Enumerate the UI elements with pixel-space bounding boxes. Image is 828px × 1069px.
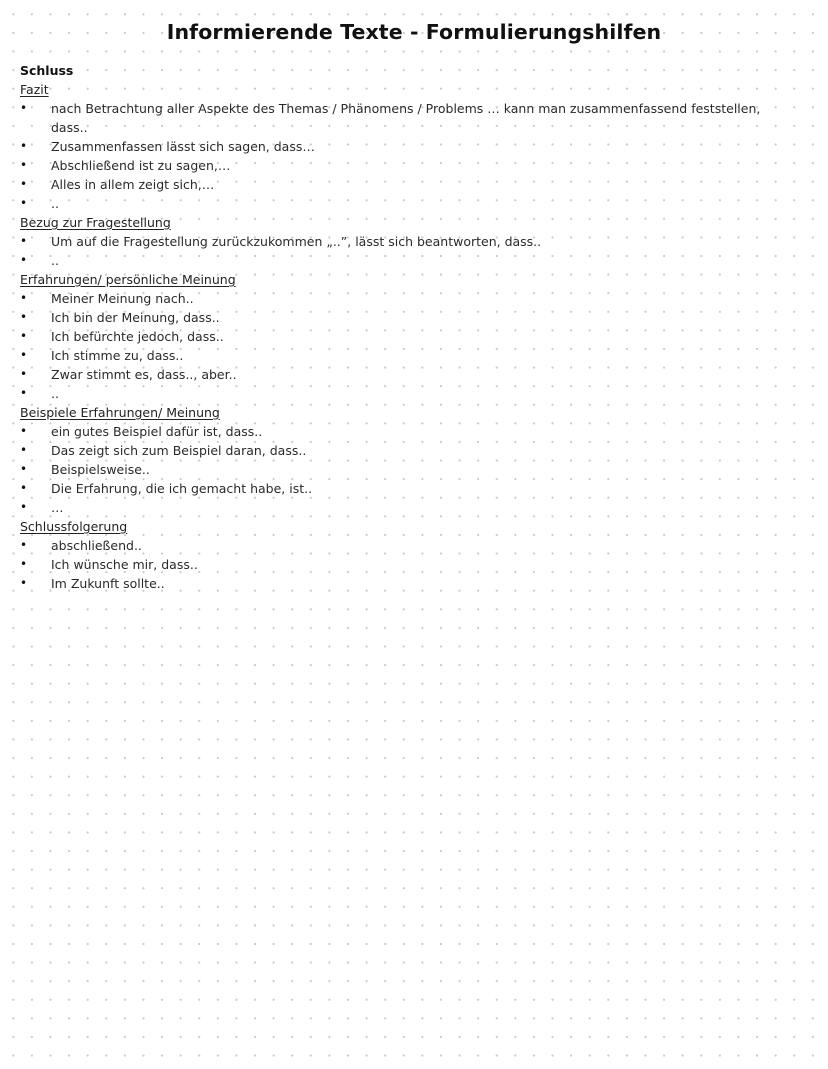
- list-item-text: Die Erfahrung, die ich gemacht habe, ist..: [51, 481, 313, 496]
- list-item-text: ..: [51, 196, 59, 211]
- list-item: [20, 99, 810, 137]
- document-title: Informierende Texte - Formulierungshilfen: [166, 20, 662, 44]
- group-erfahrungen-meinung: [20, 270, 810, 403]
- subheading-bezug-zur-fragestellung: Bezug zur Fragestellung: [20, 215, 171, 230]
- bullet-icon: •: [20, 310, 28, 324]
- list-item: [20, 346, 810, 365]
- bullet-icon: •: [20, 500, 28, 514]
- bullet-icon: •: [20, 538, 28, 552]
- list-item-text: Abschließend ist zu sagen,…: [51, 158, 231, 173]
- list-item-text: Ich befürchte jedoch, dass..: [51, 329, 224, 344]
- list-item: [20, 308, 810, 327]
- bullet-icon: •: [20, 291, 28, 305]
- list-item: [20, 384, 810, 403]
- bullet-list-fazit: [20, 99, 810, 213]
- bullet-icon: •: [20, 443, 28, 457]
- list-item: [20, 289, 810, 308]
- bullet-icon: •: [20, 481, 28, 495]
- list-item-text: Das zeigt sich zum Beispiel daran, dass..: [51, 443, 307, 458]
- list-item-text: ..: [51, 253, 59, 268]
- list-item: [20, 498, 810, 517]
- bullet-icon: •: [20, 101, 28, 115]
- list-item-text: Ich bin der Meinung, dass..: [51, 310, 220, 325]
- subheading-erfahrungen-meinung: Erfahrungen/ persönliche Meinung: [20, 272, 236, 287]
- bullet-icon: •: [20, 348, 28, 362]
- bullet-icon: •: [20, 557, 28, 571]
- list-item-text: Ich wünsche mir, dass..: [51, 557, 198, 572]
- list-item-text: ..: [51, 386, 59, 401]
- list-item-text: Im Zukunft sollte..: [51, 576, 165, 591]
- list-item: [20, 327, 810, 346]
- group-schlussfolgerung: [20, 517, 810, 593]
- bullet-icon: •: [20, 196, 28, 210]
- bullet-icon: •: [20, 158, 28, 172]
- bullet-icon: •: [20, 386, 28, 400]
- list-item: [20, 460, 810, 479]
- bullet-icon: •: [20, 177, 28, 191]
- list-item: [20, 137, 810, 156]
- list-item: [20, 479, 810, 498]
- list-item-text: Meiner Meinung nach..: [51, 291, 194, 306]
- bullet-list-schlussfolgerung: [20, 536, 810, 593]
- bullet-icon: •: [20, 234, 28, 248]
- section-heading-schluss: Schluss: [20, 63, 74, 78]
- subheading-fazit: Fazit: [20, 82, 49, 97]
- list-item-text: Zusammenfassen lässt sich sagen, dass…: [51, 139, 315, 154]
- list-item: [20, 536, 810, 555]
- list-item: [20, 251, 810, 270]
- list-item: [20, 232, 810, 251]
- bullet-icon: •: [20, 367, 28, 381]
- group-beispiele: [20, 403, 810, 517]
- list-item-text: Beispielsweise..: [51, 462, 150, 477]
- list-item-text: Um auf die Fragestellung zurückzukommen „..”, lässt sich beantworten, dass..: [51, 234, 542, 249]
- bullet-icon: •: [20, 329, 28, 343]
- list-item-text: abschließend..: [51, 538, 142, 553]
- list-item: [20, 574, 810, 593]
- list-item-text: Alles in allem zeigt sich,…: [51, 177, 215, 192]
- group-fazit: [20, 80, 810, 213]
- list-item: [20, 175, 810, 194]
- subheading-schlussfolgerung: Schlussfolgerung: [20, 519, 128, 534]
- bullet-icon: •: [20, 462, 28, 476]
- bullet-icon: •: [20, 424, 28, 438]
- list-item-text: ein gutes Beispiel dafür ist, dass..: [51, 424, 263, 439]
- list-item: [20, 194, 810, 213]
- list-item: [20, 422, 810, 441]
- bullet-icon: •: [20, 139, 28, 153]
- list-item: [20, 156, 810, 175]
- bullet-icon: •: [20, 576, 28, 590]
- bullet-icon: •: [20, 253, 28, 267]
- bullet-list-bezug: [20, 232, 810, 270]
- list-item-text: …: [51, 500, 64, 515]
- bullet-list-erfahrungen: [20, 289, 810, 403]
- document-content: [20, 62, 810, 593]
- list-item: [20, 365, 810, 384]
- list-item: [20, 555, 810, 574]
- subheading-beispiele: Beispiele Erfahrungen/ Meinung: [20, 405, 220, 420]
- group-bezug-zur-fragestellung: [20, 213, 810, 270]
- list-item-text: nach Betrachtung aller Aspekte des Themas / Phänomens / Problems … kann man zusammenfassend feststellen, dass..: [51, 101, 761, 135]
- list-item: [20, 441, 810, 460]
- list-item-text: Zwar stimmt es, dass.., aber..: [51, 367, 237, 382]
- list-item-text: Ich stimme zu, dass..: [51, 348, 184, 363]
- bullet-list-beispiele: [20, 422, 810, 517]
